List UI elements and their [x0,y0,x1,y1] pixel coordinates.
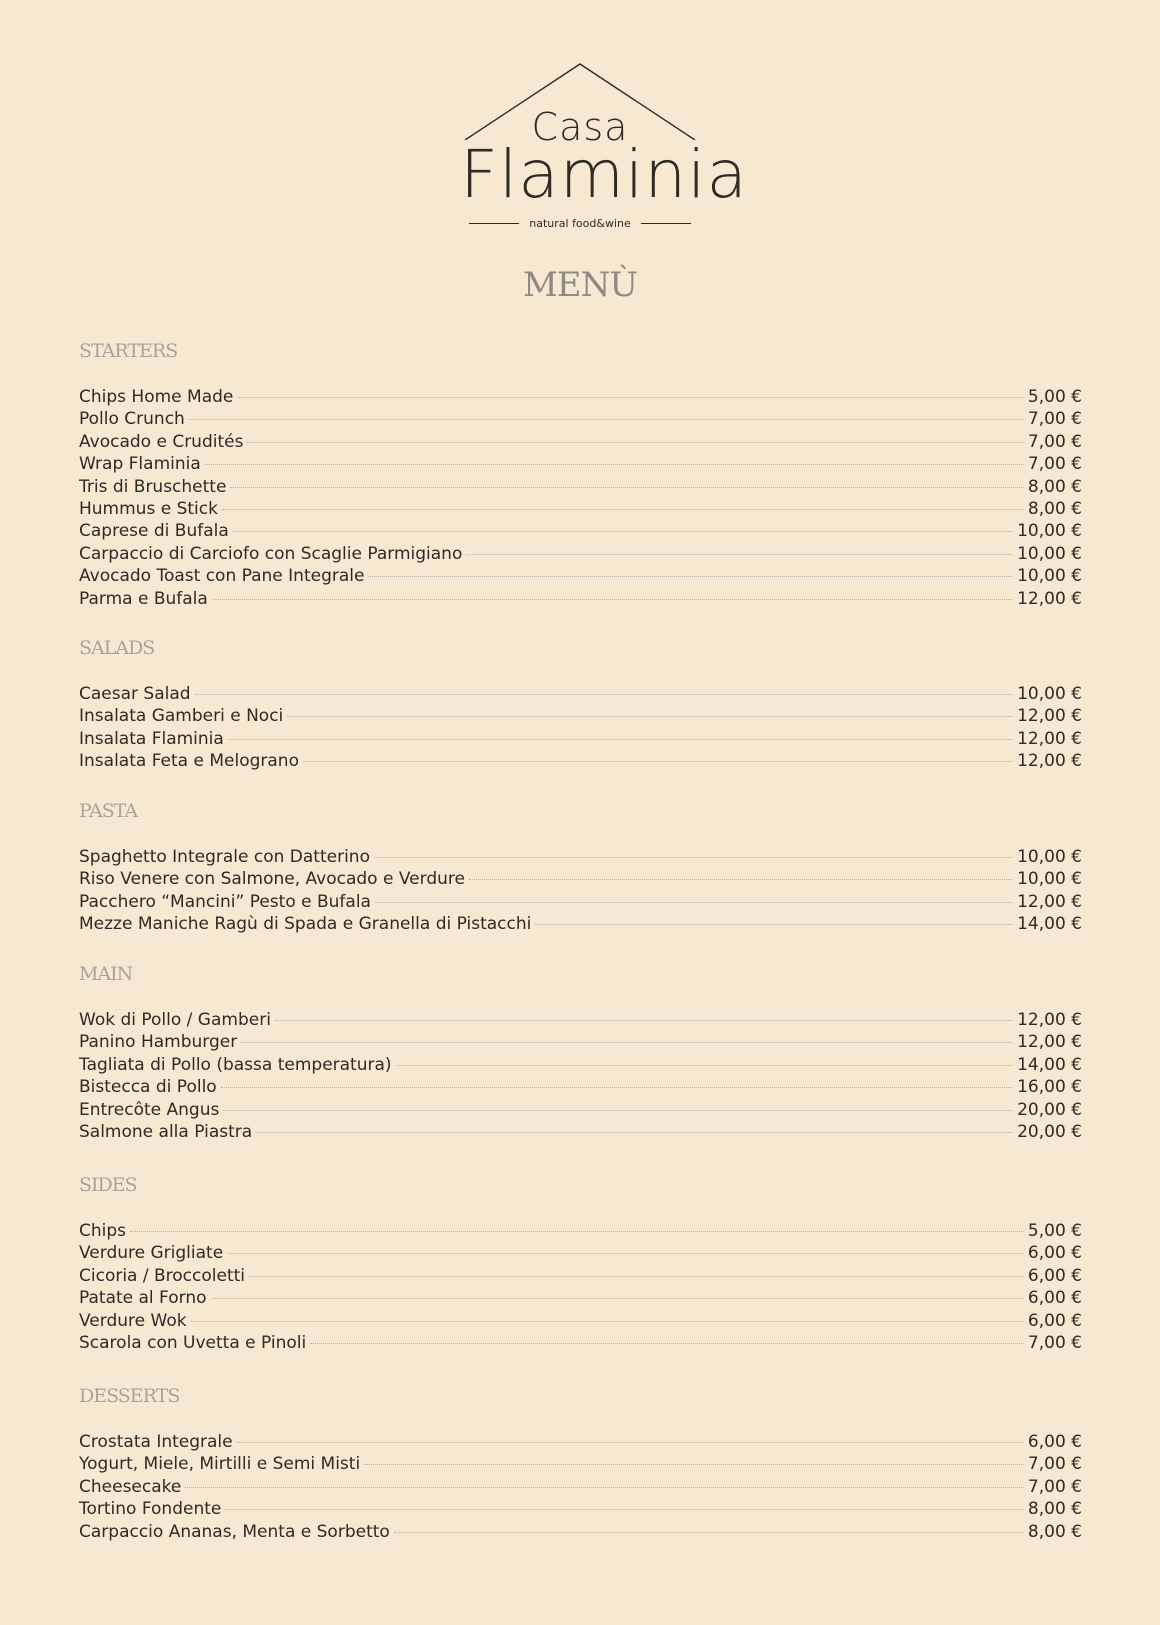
menu-item-name: Wrap Flaminia [79,454,201,475]
dot-leader [189,419,1024,420]
menu-item [79,431,1082,453]
menu-item-name: Yogurt, Miele, Mirtilli e Semi Misti [79,1454,361,1475]
menu-item [79,1076,1082,1098]
menu-item [79,1310,1082,1332]
menu-item-name: Avocado Toast con Pane Integrale [79,566,365,587]
dot-leader [233,531,1013,532]
menu-item-name: Panino Hamburger [79,1032,238,1053]
dot-leader [237,397,1024,398]
menu-item [79,386,1082,408]
menu-item-price: 6,00 € [1027,1243,1082,1264]
menu-section [79,637,1082,773]
brand-name: Flaminia [460,136,748,213]
brand-casa: Casa [531,105,629,149]
dot-leader [223,1110,1013,1111]
menu-item [79,408,1082,430]
menu-section [79,800,1082,936]
menu-item-price: 7,00 € [1027,431,1082,452]
menu-item [79,498,1082,520]
dot-leader [205,464,1024,465]
menu-item [79,1453,1082,1475]
section-heading: DESSERTS [79,1385,180,1407]
menu-item [79,1054,1082,1076]
menu-item-list [79,1220,1082,1354]
menu-item-name: Salmone alla Piastra [79,1121,253,1142]
menu-item [79,705,1082,727]
menu-item-name: Patate al Forno [79,1288,207,1309]
menu-item-list [79,1009,1082,1143]
menu-item-price: 14,00 € [1017,1054,1082,1075]
dot-leader [364,1464,1024,1465]
menu-item-name: Insalata Flaminia [79,728,224,749]
menu-item-price: 12,00 € [1017,588,1082,609]
menu-item [79,683,1082,705]
menu-section [79,963,1082,1143]
dot-leader [230,487,1023,488]
menu-item [79,1121,1082,1143]
menu-item-price: 10,00 € [1017,847,1082,867]
menu-item-name: Insalata Gamberi e Noci [79,706,284,727]
dot-leader [195,694,1014,695]
brand-tagline: natural food&wine [529,217,631,230]
menu-item-name: Verdure Grigliate [79,1243,224,1264]
menu-section [79,1174,1082,1354]
dot-leader [228,739,1013,740]
menu-item-price: 10,00 € [1017,566,1082,587]
menu-item [79,1220,1082,1242]
menu-item [79,543,1082,565]
menu-item [79,1099,1082,1121]
menu-item [79,891,1082,913]
menu-item-price: 8,00 € [1027,1499,1082,1520]
section-heading: SIDES [79,1174,137,1196]
brand-tagline-row [460,218,700,229]
dot-leader [191,1321,1024,1322]
menu-item-price: 20,00 € [1017,1099,1082,1120]
dot-leader [394,1532,1024,1533]
menu-item-name: Tris di Bruschette [79,476,227,497]
menu-item-name: Caprese di Bufala [79,521,229,542]
menu-item [79,913,1082,935]
menu-item-price: 6,00 € [1027,1288,1082,1309]
menu-item [79,1031,1082,1053]
dot-leader [287,716,1013,717]
dot-leader [241,1042,1013,1043]
section-heading: SALADS [79,637,155,659]
menu-item-name: Pacchero “Mancini” Pesto e Bufala [79,891,371,912]
menu-item [79,728,1082,750]
menu-item-name: Bistecca di Pollo [79,1077,217,1098]
tagline-rule-left [469,223,519,224]
dot-leader [535,924,1013,925]
menu-item-name: Entrecôte Angus [79,1099,220,1120]
menu-item-name: Chips [79,1221,127,1241]
menu-item [79,1332,1082,1354]
menu-item-name: Parma e Bufala [79,588,208,609]
menu-item-price: 7,00 € [1027,1332,1082,1353]
menu-item [79,1265,1082,1287]
menu-item [79,476,1082,498]
menu-item-name: Pollo Crunch [79,409,185,430]
menu-item [79,846,1082,868]
dot-leader [211,1298,1024,1299]
menu-item-price: 6,00 € [1027,1432,1082,1452]
menu-item [79,565,1082,587]
menu-item-name: Avocado e Crudités [79,431,244,452]
menu-item-list [79,846,1082,936]
menu-item-name: Chips Home Made [79,387,234,407]
menu-item-name: Riso Venere con Salmone, Avocado e Verdure [79,869,465,890]
menu-item-name: Tagliata di Pollo (bassa temperatura) [79,1054,392,1075]
menu-item-price: 5,00 € [1027,387,1082,407]
menu-item-price: 12,00 € [1017,728,1082,749]
dot-leader [275,1020,1013,1021]
menu-item-price: 12,00 € [1017,1010,1082,1030]
menu-item-name: Scarola con Uvetta e Pinoli [79,1332,307,1353]
menu-item-price: 7,00 € [1027,1454,1082,1475]
dot-leader [249,1276,1024,1277]
brand-logo [460,60,748,240]
menu-item-price: 7,00 € [1027,409,1082,430]
menu-item [79,1242,1082,1264]
menu-item-name: Crostata Integrale [79,1432,233,1452]
menu-item-price: 6,00 € [1027,1265,1082,1286]
dot-leader [396,1065,1014,1066]
dot-leader [225,1509,1024,1510]
menu-item [79,453,1082,475]
menu-item-name: Cicoria / Broccoletti [79,1265,246,1286]
dot-leader [375,902,1013,903]
dot-leader [310,1343,1024,1344]
dot-leader [212,599,1013,600]
menu-item-price: 20,00 € [1017,1121,1082,1142]
menu-item-price: 16,00 € [1017,1077,1082,1098]
menu-item-name: Hummus e Stick [79,498,218,519]
menu-item-name: Verdure Wok [79,1310,187,1331]
menu-item [79,750,1082,772]
menu-item-price: 10,00 € [1017,543,1082,564]
menu-item-price: 8,00 € [1027,498,1082,519]
menu-item [79,1521,1082,1543]
dot-leader [368,576,1013,577]
menu-item-name: Cheesecake [79,1476,182,1497]
menu-item-price: 12,00 € [1017,1032,1082,1053]
menu-item-price: 7,00 € [1027,454,1082,475]
dot-leader [469,879,1013,880]
menu-item-price: 7,00 € [1027,1476,1082,1497]
menu-item [79,588,1082,610]
dot-leader [466,554,1013,555]
menu-item-list [79,386,1082,610]
dot-leader [237,1442,1024,1443]
dot-leader [227,1253,1024,1254]
menu-item-price: 14,00 € [1017,914,1082,935]
menu-item-price: 10,00 € [1017,869,1082,890]
menu-item [79,868,1082,890]
menu-item [79,1431,1082,1453]
dot-leader [185,1487,1024,1488]
dot-leader [222,509,1024,510]
menu-item [79,1476,1082,1498]
menu-item-price: 12,00 € [1017,751,1082,772]
menu-item-name: Carpaccio di Carciofo con Scaglie Parmigiano [79,543,463,564]
menu-item-name: Insalata Feta e Melograno [79,751,299,772]
menu-item-price: 8,00 € [1027,476,1082,497]
menu-item-price: 12,00 € [1017,891,1082,912]
menu-item-list [79,683,1082,773]
menu-item-name: Caesar Salad [79,684,191,704]
menu-item-price: 6,00 € [1027,1310,1082,1331]
dot-leader [303,761,1013,762]
menu-item-price: 8,00 € [1027,1521,1082,1542]
menu-item [79,1287,1082,1309]
menu-item [79,1009,1082,1031]
menu-item-name: Wok di Pollo / Gamberi [79,1010,271,1030]
menu-item-name: Tortino Fondente [79,1499,222,1520]
dot-leader [256,1132,1013,1133]
dot-leader [221,1087,1013,1088]
menu-section [79,340,1082,610]
dot-leader [374,857,1013,858]
section-heading: PASTA [79,800,138,822]
menu-item-name: Mezze Maniche Ragù di Spada e Granella di Pistacchi [79,914,532,935]
section-heading: STARTERS [79,340,178,362]
menu-item-price: 12,00 € [1017,706,1082,727]
menu-item-name: Spaghetto Integrale con Datterino [79,847,370,867]
tagline-rule-right [641,223,691,224]
menu-section [79,1385,1082,1543]
menu-title: MENÙ [522,265,638,305]
menu-item-price: 5,00 € [1027,1221,1082,1241]
menu-item-name: Carpaccio Ananas, Menta e Sorbetto [79,1521,390,1542]
menu-item [79,1498,1082,1520]
section-heading: MAIN [79,963,133,985]
dot-leader [247,442,1023,443]
dot-leader [130,1231,1024,1232]
menu-item-price: 10,00 € [1017,684,1082,704]
menu-item-list [79,1431,1082,1543]
menu-item [79,520,1082,542]
menu-item-price: 10,00 € [1017,521,1082,542]
